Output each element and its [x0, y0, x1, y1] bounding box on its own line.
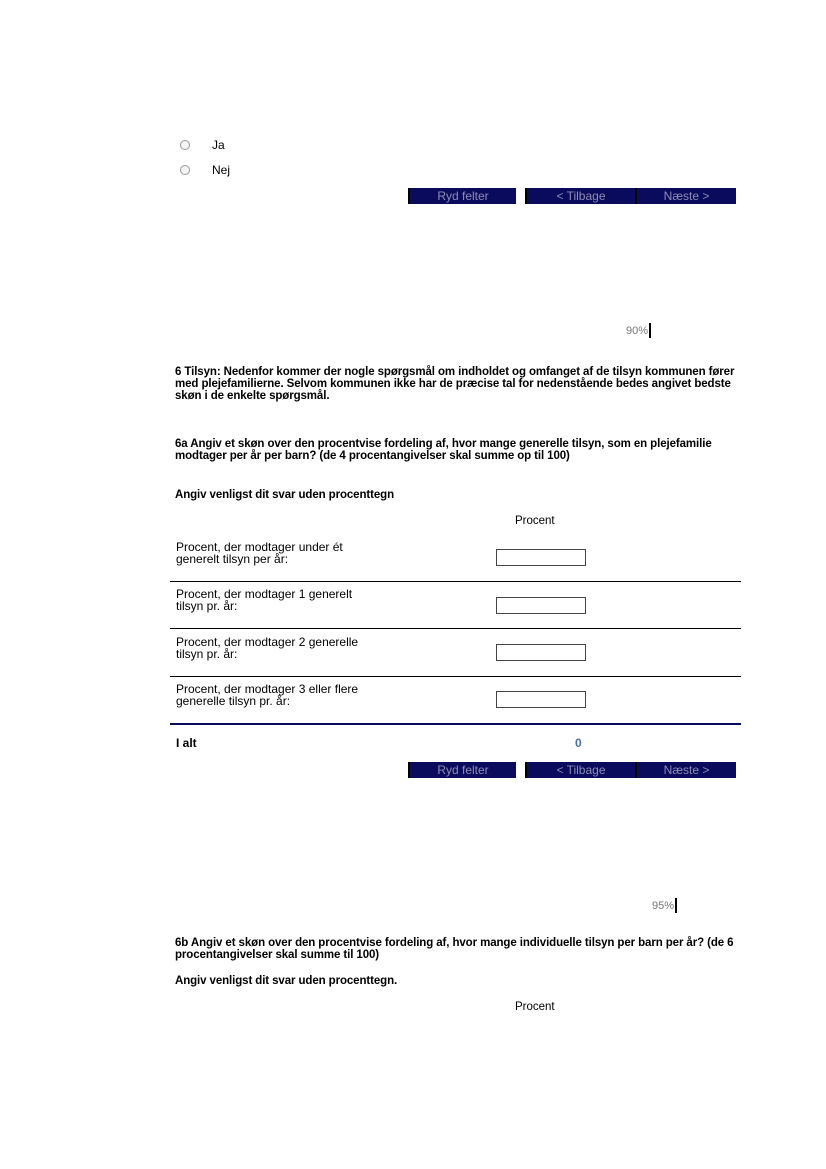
radio-button-ja[interactable]	[180, 140, 190, 150]
next-button[interactable]: Næste >	[635, 188, 736, 204]
radio-option-nej[interactable]	[180, 162, 231, 178]
row-divider	[170, 628, 741, 629]
radio-label-nej: Nej	[212, 163, 231, 177]
progress-bar-marker-1	[649, 323, 651, 338]
total-divider	[170, 723, 741, 725]
percent-input-three-or-more[interactable]	[496, 691, 586, 708]
progress-text-1: 90%	[626, 325, 649, 337]
question-6b-text: 6b Angiv et skøn over den procentvise fordeling af, hvor mange individuelle tilsyn per barn per år? (de 6 procentangivelser skal summe til 100)	[175, 937, 734, 961]
total-value: 0	[575, 736, 582, 750]
nav-buttons-bottom	[408, 762, 738, 778]
total-label: I alt	[176, 736, 197, 750]
next-button[interactable]: Næste >	[635, 762, 736, 778]
progress-text-2: 95%	[652, 900, 675, 912]
row-label-three-or-more: Procent, der modtager 3 eller flere generelle tilsyn pr. år:	[176, 682, 359, 708]
radio-option-ja[interactable]	[180, 137, 225, 153]
column-header-procent: Procent	[515, 515, 555, 527]
percent-input-two[interactable]	[496, 644, 586, 661]
progress-indicator-1	[626, 324, 648, 338]
progress-bar-marker-2	[675, 898, 677, 913]
radio-button-nej[interactable]	[180, 165, 190, 175]
nav-buttons-top	[408, 188, 738, 204]
row-divider	[170, 581, 741, 582]
column-header-procent-6b: Procent	[515, 1001, 555, 1013]
row-label-one: Procent, der modtager 1 generelt tilsyn pr. år:	[176, 587, 353, 613]
percent-input-one[interactable]	[496, 597, 586, 614]
clear-fields-button[interactable]: Ryd felter	[408, 762, 516, 778]
percent-input-under-one[interactable]	[496, 549, 586, 566]
back-button[interactable]: < Tilbage	[525, 762, 635, 778]
row-divider	[170, 676, 741, 677]
radio-label-ja: Ja	[212, 138, 225, 152]
question-6a-text: 6a Angiv et skøn over den procentvise fordeling af, hvor mange generelle tilsyn, som en plejefamilie modtager per år per barn? (de 4 procentangivelser skal summe op til 100)	[175, 438, 712, 462]
clear-fields-button[interactable]: Ryd felter	[408, 188, 516, 204]
section-6-intro: 6 Tilsyn: Nedenfor kommer der nogle spørgsmål om indholdet og omfanget af de tilsyn kommunen fører med plejefamilierne. Selvom kommunen ikke har de præcise tal for nedenstående bedes angivet bedste skøn i de enkelte spørgsmål.	[175, 366, 735, 402]
progress-indicator-2	[652, 899, 674, 913]
row-label-under-one: Procent, der modtager under ét generelt tilsyn per år:	[176, 540, 343, 566]
question-6a-instruction: Angiv venligst dit svar uden procenttegn	[175, 489, 395, 501]
question-6b-instruction: Angiv venligst dit svar uden procenttegn.	[175, 975, 398, 987]
row-label-two: Procent, der modtager 2 generelle tilsyn pr. år:	[176, 635, 359, 661]
back-button[interactable]: < Tilbage	[525, 188, 635, 204]
